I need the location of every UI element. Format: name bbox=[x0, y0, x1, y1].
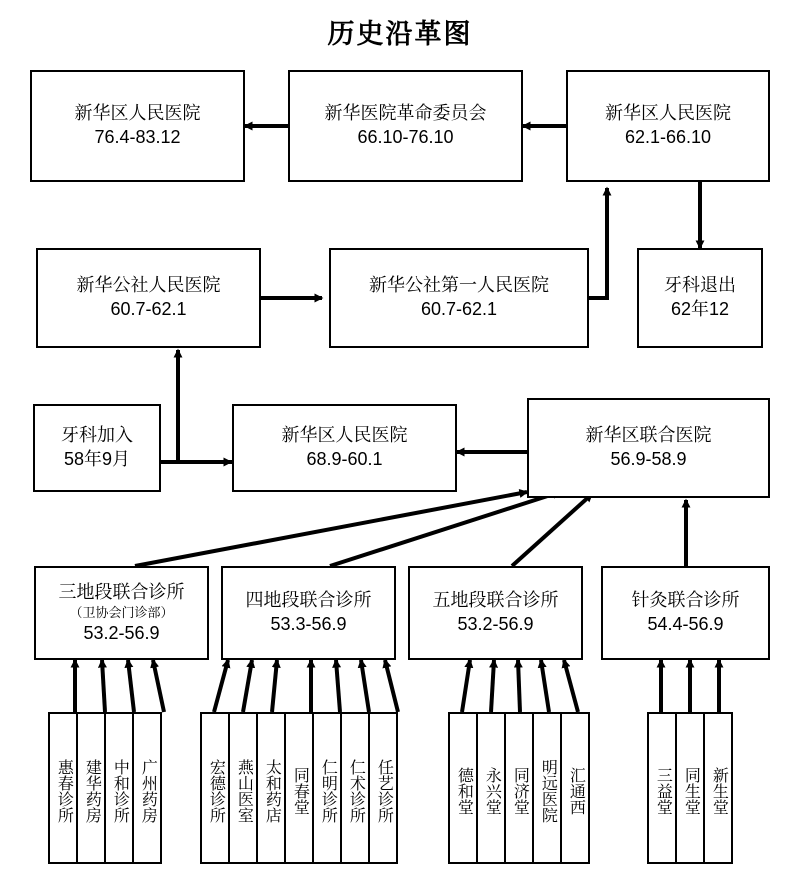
node-line1: 新华区人民医院 bbox=[281, 425, 408, 446]
node-line2: 56.9-58.9 bbox=[610, 449, 687, 469]
node-clinic-three[interactable] bbox=[34, 566, 209, 660]
node-line2: 58年9月 bbox=[63, 449, 131, 469]
node-commune-first-people-hospital[interactable] bbox=[329, 248, 589, 348]
leaf-item[interactable]: 太和药店 bbox=[256, 712, 286, 864]
node-line2: 68.9-60.1 bbox=[306, 449, 383, 469]
leaf-item[interactable]: 仁明诊所 bbox=[312, 712, 342, 864]
leaf-item[interactable]: 同春堂 bbox=[284, 712, 314, 864]
node-revolution-committee[interactable] bbox=[288, 70, 523, 182]
node-line2: 62年12 bbox=[670, 299, 730, 319]
node-line2: 53.3-56.9 bbox=[270, 614, 347, 634]
node-line1: 新华公社第一人民医院 bbox=[369, 275, 549, 296]
leaf-item[interactable]: 广州药房 bbox=[132, 712, 162, 864]
node-line2: 66.10-76.10 bbox=[357, 127, 454, 147]
leaf-item[interactable]: 三益堂 bbox=[647, 712, 677, 864]
node-xinhua-people-hospital-764[interactable] bbox=[30, 70, 245, 182]
node-subtitle: （卫协会门诊部） bbox=[69, 605, 174, 621]
leaf-item[interactable]: 宏德诊所 bbox=[200, 712, 230, 864]
node-xinhua-union-hospital[interactable] bbox=[527, 398, 770, 498]
node-line2: 60.7-62.1 bbox=[110, 299, 187, 319]
leaf-item[interactable]: 仁术诊所 bbox=[340, 712, 370, 864]
node-line1: 新华区人民医院 bbox=[74, 103, 201, 124]
node-line2: 76.4-83.12 bbox=[94, 127, 181, 147]
node-line2: 53.2-56.9 bbox=[83, 622, 160, 643]
leaf-item[interactable]: 同济堂 bbox=[504, 712, 534, 864]
leaf-item[interactable]: 新生堂 bbox=[703, 712, 733, 864]
node-line1: 新华区联合医院 bbox=[585, 425, 712, 446]
node-line2: 53.2-56.9 bbox=[457, 614, 534, 634]
node-dental-join[interactable] bbox=[33, 404, 161, 492]
node-clinic-four[interactable] bbox=[221, 566, 396, 660]
leaf-item[interactable]: 中和诊所 bbox=[104, 712, 134, 864]
leaf-item[interactable]: 任艺诊所 bbox=[368, 712, 398, 864]
leaf-item[interactable]: 同生堂 bbox=[675, 712, 705, 864]
leaf-group-five bbox=[448, 712, 590, 864]
node-line2: 54.4-56.9 bbox=[647, 614, 724, 634]
leaf-item[interactable]: 燕山医室 bbox=[228, 712, 258, 864]
leaf-item[interactable]: 明远医院 bbox=[532, 712, 562, 864]
node-line2: 62.1-66.10 bbox=[624, 127, 712, 147]
node-line1: 针灸联合诊所 bbox=[631, 590, 740, 611]
node-xinhua-people-hospital-689[interactable] bbox=[232, 404, 457, 492]
leaf-item[interactable]: 汇通西 bbox=[560, 712, 590, 864]
node-line1: 新华医院革命委员会 bbox=[324, 103, 487, 124]
node-dental-exit[interactable] bbox=[637, 248, 763, 348]
node-line1: 新华公社人民医院 bbox=[76, 275, 221, 296]
leaf-group-four bbox=[200, 712, 398, 864]
leaf-item[interactable]: 德和堂 bbox=[448, 712, 478, 864]
node-line1: 新华区人民医院 bbox=[605, 103, 731, 124]
node-line1: 四地段联合诊所 bbox=[245, 590, 372, 611]
node-line1: 牙科加入 bbox=[61, 425, 133, 446]
node-clinic-five[interactable] bbox=[408, 566, 583, 660]
leaf-group-acupuncture bbox=[647, 712, 733, 864]
node-line1: 牙科退出 bbox=[664, 275, 736, 296]
leaf-item[interactable]: 惠春诊所 bbox=[48, 712, 78, 864]
node-commune-people-hospital[interactable] bbox=[36, 248, 261, 348]
leaf-group-three bbox=[48, 712, 162, 864]
leaf-item[interactable]: 永兴堂 bbox=[476, 712, 506, 864]
node-line1: 三地段联合诊所 bbox=[58, 581, 185, 602]
page-title: 历史沿革图 bbox=[327, 19, 473, 49]
leaf-item[interactable]: 建华药房 bbox=[76, 712, 106, 864]
node-xinhua-people-hospital-621[interactable] bbox=[566, 70, 770, 182]
node-clinic-acupuncture[interactable] bbox=[601, 566, 770, 660]
node-line2: 60.7-62.1 bbox=[420, 299, 498, 319]
node-line1: 五地段联合诊所 bbox=[432, 590, 559, 611]
